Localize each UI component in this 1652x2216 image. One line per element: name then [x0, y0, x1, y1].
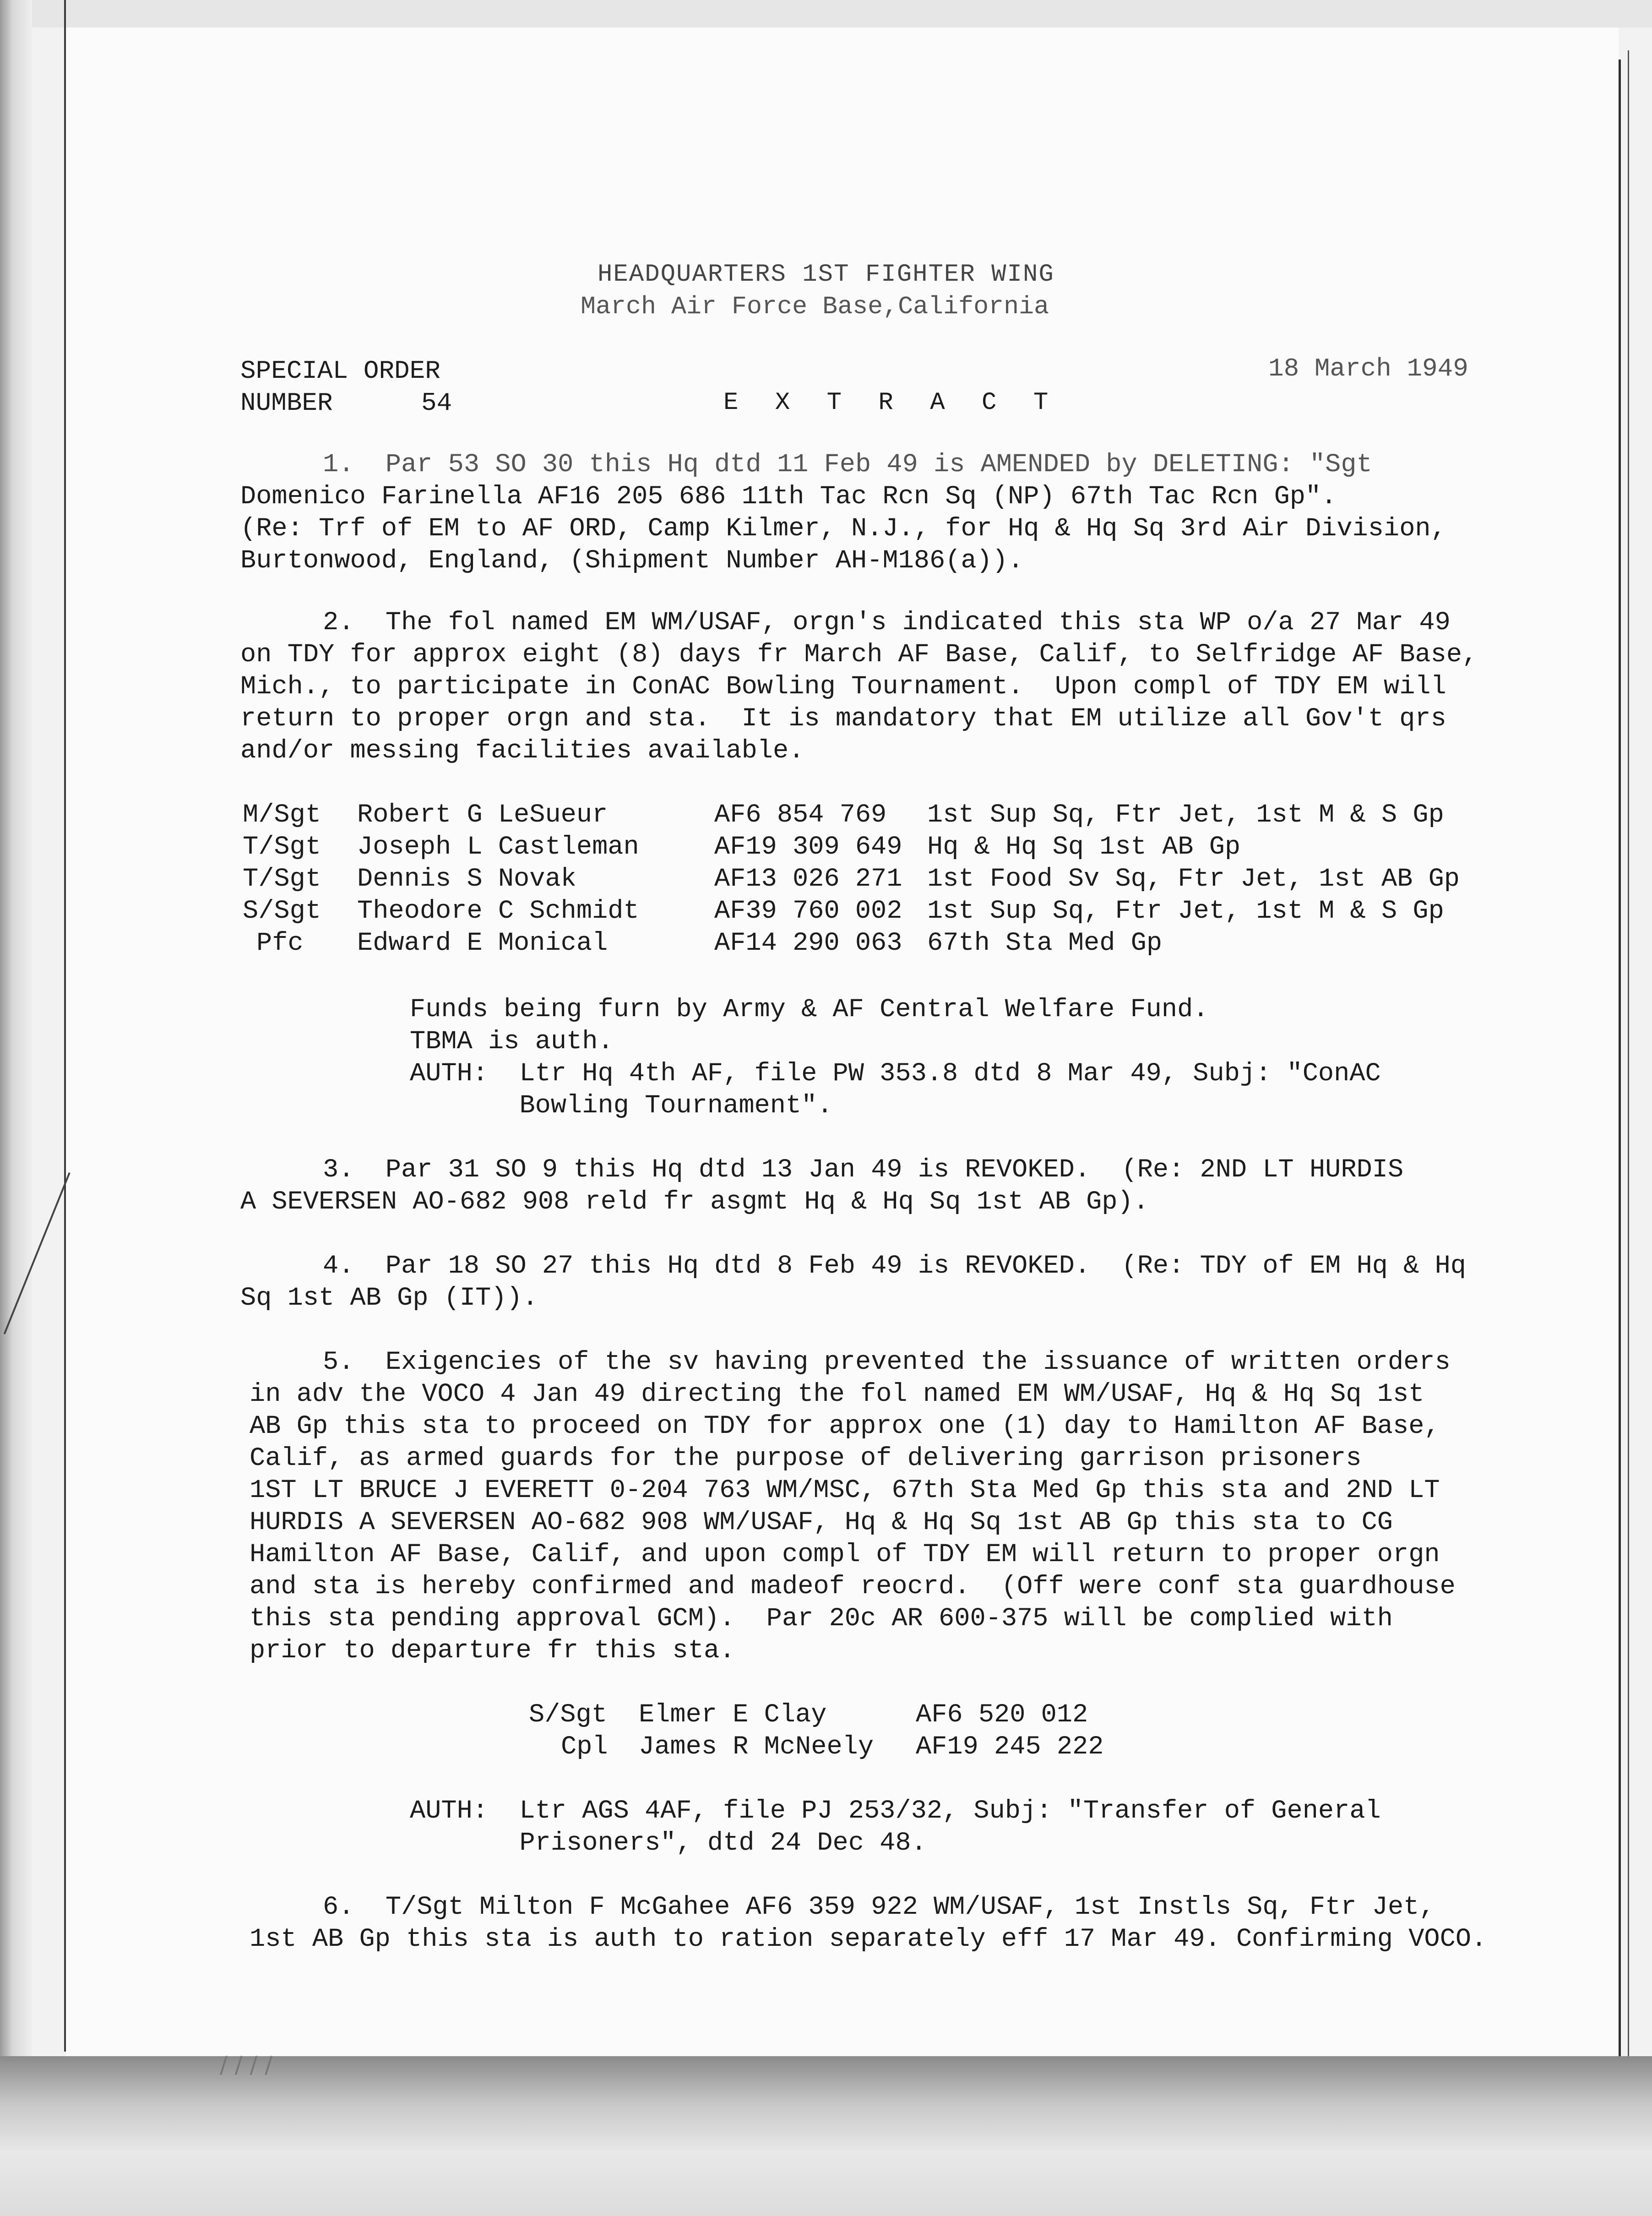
roster-unit: 1st Sup Sq, Ftr Jet, 1st M & S Gp: [927, 800, 1444, 830]
p4-line: 4. Par 18 SO 27 this Hq dtd 8 Feb 49 is REVOKED. (Re: TDY of EM Hq & Hq: [323, 1252, 1467, 1281]
roster-name: Elmer E Clay: [639, 1700, 827, 1730]
roster-name: Edward E Monical: [357, 929, 608, 958]
roster-unit: 1st Food Sv Sq, Ftr Jet, 1st AB Gp: [927, 865, 1460, 894]
roster-serial: AF6 854 769: [714, 800, 887, 830]
p5-line: this sta pending approval GCM). Par 20c AR 600-375 will be complied with: [250, 1604, 1393, 1633]
p1-line: Domenico Farinella AF16 205 686 11th Tac Rcn Sq (NP) 67th Tac Rcn Gp".: [240, 482, 1337, 512]
p2-note: TBMA is auth.: [410, 1027, 614, 1056]
roster-name: James R McNeely: [639, 1732, 874, 1762]
p1-line: Burtonwood, England, (Shipment Number AH-M186(a)).: [240, 546, 1024, 576]
scan-border-top: [0, 0, 1652, 27]
p5-auth: AUTH: Ltr AGS 4AF, file PJ 253/32, Subj: "Transfer of General: [410, 1797, 1381, 1826]
page-edge-right: [1619, 60, 1621, 2070]
p3-line: 3. Par 31 SO 9 this Hq dtd 13 Jan 49 is REVOKED. (Re: 2ND LT HURDIS: [323, 1155, 1404, 1185]
scan-border-left: [0, 0, 32, 2216]
p2-line: on TDY for approx eight (8) days fr March AF Base, Calif, to Selfridge AF Base,: [240, 640, 1478, 670]
p6-line: 6. T/Sgt Milton F McGahee AF6 359 922 WM/USAF, 1st Instls Sq, Ftr Jet,: [323, 1893, 1435, 1922]
p2-line: 2. The fol named EM WM/USAF, orgn's indicated this sta WP o/a 27 Mar 49: [323, 608, 1451, 637]
order-date: 18 March 1949: [1268, 354, 1468, 383]
roster-unit: 67th Sta Med Gp: [927, 929, 1163, 958]
roster-grade: S/Sgt: [243, 897, 321, 926]
roster-name: Dennis S Novak: [357, 865, 576, 894]
roster-unit: Hq & Hq Sq 1st AB Gp: [927, 833, 1241, 862]
roster-grade: M/Sgt: [243, 800, 321, 830]
order-number-label: NUMBER: [240, 388, 333, 418]
p5-line: prior to departure fr this sta.: [250, 1636, 735, 1666]
roster-grade: Pfc: [256, 929, 304, 958]
roster-serial: AF13 026 271: [714, 865, 902, 894]
p1-line: (Re: Trf of EM to AF ORD, Camp Kilmer, N.J., for Hq & Hq Sq 3rd Air Division,: [240, 514, 1446, 544]
order-number: 54: [421, 388, 452, 418]
p5-line: and sta is hereby confirmed and madeof reocrd. (Off were conf sta guardhouse: [250, 1572, 1456, 1601]
margin-scrawl: / / / /: [220, 2052, 273, 2078]
p2-note: Bowling Tournament".: [410, 1091, 833, 1121]
roster-serial: AF19 245 222: [916, 1732, 1104, 1762]
page-edge-right-outer: [1628, 50, 1629, 2074]
roster-serial: AF14 290 063: [714, 929, 902, 958]
order-type: SPECIAL ORDER: [240, 356, 440, 386]
roster-name: Theodore C Schmidt: [357, 897, 639, 926]
roster-grade: Cpl: [561, 1732, 608, 1762]
p5-line: HURDIS A SEVERSEN AO-682 908 WM/USAF, Hq & Hq Sq 1st AB Gp this sta to CG: [250, 1508, 1393, 1537]
header-location: March Air Force Base,California: [581, 292, 1049, 321]
p5-line: 5. Exigencies of the sv having prevented the issuance of written orders: [323, 1348, 1451, 1377]
extract-label: E X T R A C T: [723, 389, 1060, 417]
p2-line: return to proper orgn and sta. It is mandatory that EM utilize all Gov't qrs: [240, 704, 1446, 734]
p2-note: Funds being furn by Army & AF Central Welfare Fund.: [410, 995, 1209, 1024]
p2-line: and/or messing facilities available.: [240, 736, 804, 766]
roster-grade: S/Sgt: [529, 1700, 608, 1730]
p2-note: AUTH: Ltr Hq 4th AF, file PW 353.8 dtd 8 Mar 49, Subj: "ConAC: [410, 1059, 1381, 1089]
roster-name: Robert G LeSueur: [357, 800, 608, 830]
p4-line: Sq 1st AB Gp (IT)).: [240, 1284, 538, 1313]
p2-line: Mich., to participate in ConAC Bowling Tournament. Upon compl of TDY EM will: [240, 672, 1446, 702]
roster-grade: T/Sgt: [243, 833, 321, 862]
p1-line: 1. Par 53 SO 30 this Hq dtd 11 Feb 49 is AMENDED by DELETING: "Sgt: [323, 450, 1372, 479]
roster-grade: T/Sgt: [243, 865, 321, 894]
roster-unit: 1st Sup Sq, Ftr Jet, 1st M & S Gp: [927, 897, 1444, 926]
page-edge-left: [64, 0, 66, 2052]
p5-auth: Prisoners", dtd 24 Dec 48.: [410, 1829, 927, 1858]
p5-line: in adv the VOCO 4 Jan 49 directing the fol named EM WM/USAF, Hq & Hq Sq 1st: [250, 1380, 1424, 1409]
header-org: HEADQUARTERS 1ST FIGHTER WING: [598, 261, 1054, 289]
roster-serial: AF6 520 012: [916, 1700, 1088, 1730]
p5-line: Hamilton AF Base, Calif, and upon compl of TDY EM will return to proper orgn: [250, 1540, 1440, 1569]
p3-line: A SEVERSEN AO-682 908 reld fr asgmt Hq & Hq Sq 1st AB Gp).: [240, 1187, 1149, 1217]
p5-line: Calif, as armed guards for the purpose of delivering garrison prisoners: [250, 1444, 1362, 1473]
roster-name: Joseph L Castleman: [357, 833, 639, 862]
roster-serial: AF39 760 002: [714, 897, 902, 926]
scan-border-bottom: [0, 2056, 1652, 2216]
roster-serial: AF19 309 649: [714, 833, 902, 862]
p5-line: 1ST LT BRUCE J EVERETT 0-204 763 WM/MSC, 67th Sta Med Gp this sta and 2ND LT: [250, 1476, 1440, 1505]
p6-line: 1st AB Gp this sta is auth to ration separately eff 17 Mar 49. Confirming VOCO.: [250, 1925, 1487, 1954]
p5-line: AB Gp this sta to proceed on TDY for approx one (1) day to Hamilton AF Base,: [250, 1412, 1440, 1441]
